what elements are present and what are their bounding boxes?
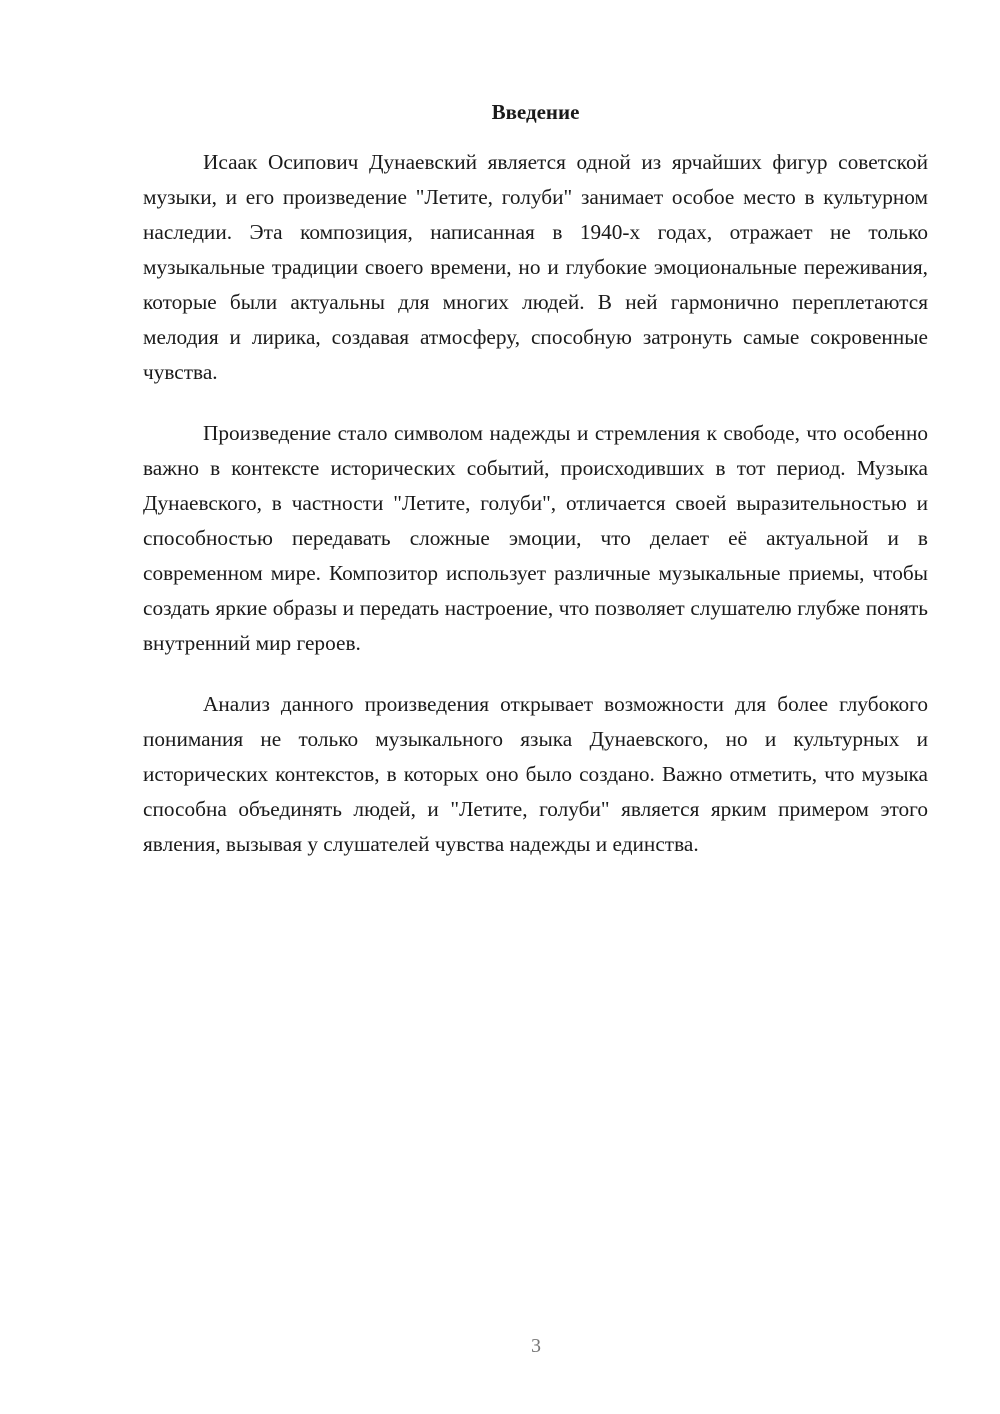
page-number: 3 <box>531 1335 541 1357</box>
section-heading: Введение <box>491 100 580 124</box>
page-content <box>143 98 928 888</box>
paragraph-1: Исаак Осипович Дунаевский является одной из ярчайших фигур советской музыки, и его произведение "Летите, голуби" занимает особое место в культурном наследии. Эта композиция, написанная в 1940-х годах, отражает не только музыкальные традиции своего времени, но и глубокие эмоциональные переживания, которые были актуальны для многих людей. В ней гармонично переплетаются мелодия и лирика, создавая атмосферу, способную затронуть самые сокровенные чувства. <box>143 150 928 384</box>
paragraph-2: Произведение стало символом надежды и стремления к свободе, что особенно важно в контексте исторических событий, происходивших в тот период. Музыка Дунаевского, в частности "Летите, голуби", отличается своей выразительностью и способностью передавать сложные эмоции, что делает её актуальной и в современном мире. Композитор использует различные музыкальные приемы, чтобы создать яркие образы и передать настроение, что позволяет слушателю глубже понять внутренний мир героев. <box>143 421 928 655</box>
paragraph-3: Анализ данного произведения открывает возможности для более глубокого понимания не только музыкального языка Дунаевского, но и культурных и исторических контекстов, в которых оно было создано. Важно отметить, что музыка способна объединять людей, и "Летите, голуби" является ярким примером этого явления, вызывая у слушателей чувства надежды и единства. <box>143 692 928 856</box>
